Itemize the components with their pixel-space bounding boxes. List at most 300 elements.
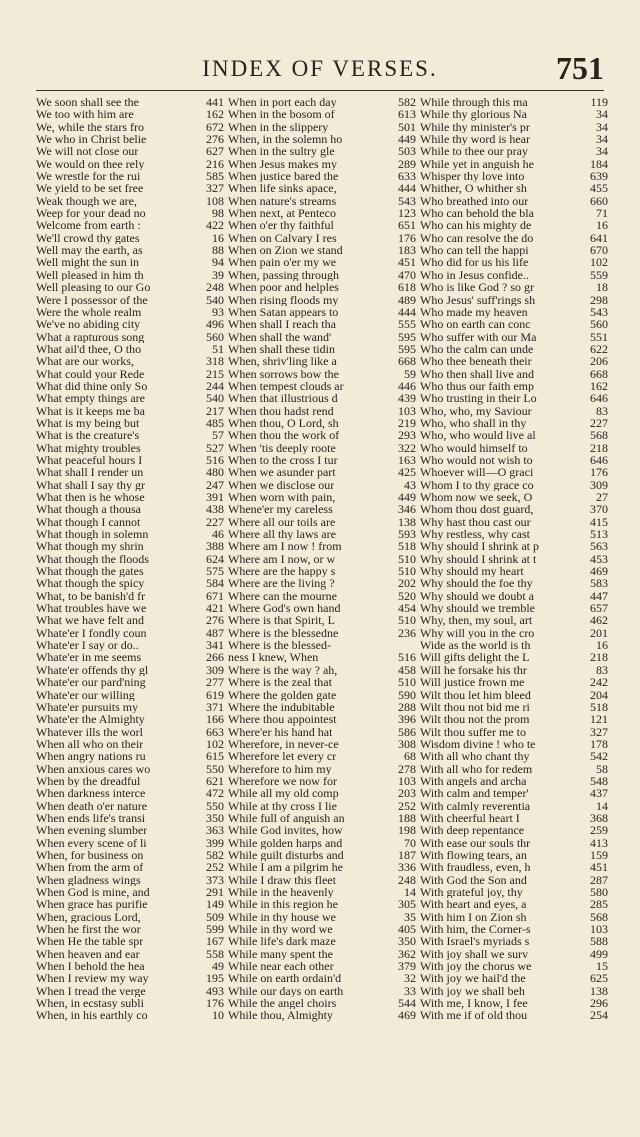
verse-first-line: Wherefore we now for [228, 774, 337, 788]
verse-first-line: When shall these tidin [228, 342, 335, 356]
hymn-number: 646 [590, 391, 608, 406]
verse-first-line: Whatever ills the worl [36, 725, 143, 738]
hymn-number: 162 [590, 378, 608, 393]
index-entry [228, 392, 416, 404]
index-entry [36, 256, 224, 268]
verse-first-line: What though the floods [36, 552, 149, 566]
hymn-number: 236 [398, 625, 416, 640]
index-entry [420, 775, 608, 787]
index-entry [420, 256, 608, 268]
verse-first-line: Why should I shrink at p [420, 540, 539, 553]
hymn-number: 254 [590, 1008, 608, 1023]
index-entry [420, 133, 608, 145]
index-entry [420, 787, 608, 799]
hymn-number: 59 [404, 366, 416, 381]
verse-first-line: What mighty troubles [36, 441, 141, 454]
verse-first-line: When to the cross I tur [228, 453, 338, 467]
index-entry [420, 108, 608, 120]
hymn-number: 455 [590, 181, 608, 196]
hymn-number: 595 [398, 329, 416, 344]
index-entry [36, 442, 224, 454]
verse-first-line: When He the table spr [36, 935, 144, 948]
index-columns [36, 96, 608, 1096]
index-entry [228, 318, 416, 330]
hymn-number: 499 [590, 946, 608, 961]
hymn-number: 575 [206, 564, 224, 579]
index-entry [228, 577, 416, 589]
verse-first-line: Well pleasing to our Go [36, 281, 151, 294]
verse-first-line: When I behold the hea [36, 960, 145, 973]
index-entry [36, 676, 224, 688]
hymn-number: 176 [590, 465, 608, 480]
hymn-number: 166 [206, 712, 224, 727]
hymn-number: 422 [206, 218, 224, 233]
hymn-number: 298 [590, 292, 608, 307]
index-entry [36, 491, 224, 503]
verse-first-line: What though the spicy [36, 577, 145, 590]
verse-first-line: Whate'er I say or do.. [36, 639, 139, 652]
verse-first-line: Who the calm can unde [420, 342, 534, 356]
index-entry [36, 133, 224, 145]
hymn-number: 227 [590, 415, 608, 430]
index-entry [228, 651, 416, 663]
hymn-number: 641 [590, 230, 608, 245]
index-entry [420, 355, 608, 367]
verse-first-line: Where'er his hand hat [228, 725, 333, 738]
hymn-number: 68 [404, 749, 416, 764]
index-entry [228, 355, 416, 367]
hymn-number: 71 [596, 206, 608, 221]
index-entry [228, 701, 416, 713]
verse-first-line: While our days on earth [228, 984, 344, 998]
verse-first-line: Why hast thou cast our [420, 515, 531, 529]
verse-first-line: Whate'er pursuits my [36, 700, 139, 714]
index-entry [36, 503, 224, 515]
verse-first-line: Who, who would live al [420, 429, 536, 442]
verse-first-line: With Israel's myriads s [420, 935, 530, 948]
hymn-number: 16 [596, 638, 608, 653]
verse-first-line: What could your Rede [36, 367, 145, 380]
index-entry [420, 380, 608, 392]
verse-first-line: We who in Christ belie [36, 133, 147, 146]
hymn-number: 447 [590, 588, 608, 603]
verse-first-line: While to thee our pray [420, 145, 528, 158]
index-entry [420, 812, 608, 824]
verse-first-line: When o'er thy faithful [228, 219, 334, 232]
index-entry [228, 145, 416, 157]
hymn-number: 559 [590, 267, 608, 282]
hymn-number: 102 [590, 255, 608, 270]
index-entry [420, 158, 608, 170]
hymn-number: 204 [590, 687, 608, 702]
hymn-number: 123 [398, 206, 416, 221]
hymn-number: 560 [590, 317, 608, 332]
hymn-number: 462 [590, 613, 608, 628]
hymn-number: 46 [212, 527, 224, 542]
index-entry [228, 726, 416, 738]
verse-first-line: What empty things are [36, 392, 145, 405]
verse-first-line: We too with him are [36, 108, 134, 121]
verse-first-line: Well may the earth, as [36, 244, 143, 257]
hymn-number: 618 [398, 280, 416, 295]
index-entry [420, 553, 608, 565]
hymn-number: 425 [398, 465, 416, 480]
index-entry [36, 923, 224, 935]
hymn-number: 247 [206, 477, 224, 492]
hymn-number: 248 [398, 872, 416, 887]
hymn-number: 88 [212, 243, 224, 258]
index-entry [420, 874, 608, 886]
verse-first-line: What are our works, [36, 355, 134, 368]
verse-first-line: While thou, Almighty [228, 1009, 333, 1022]
verse-first-line: When we disclose our [228, 478, 335, 491]
index-entry [36, 540, 224, 552]
verse-first-line: Whate'er offends thy gl [36, 663, 149, 677]
index-entry [36, 417, 224, 429]
index-entry [420, 244, 608, 256]
index-entry [228, 269, 416, 281]
index-entry [228, 997, 416, 1009]
hymn-number: 646 [590, 452, 608, 467]
hymn-number: 35 [404, 909, 416, 924]
index-entry [228, 442, 416, 454]
verse-first-line: When rising floods my [228, 293, 339, 306]
hymn-number: 551 [590, 329, 608, 344]
verse-first-line: When, passing through [228, 268, 339, 282]
hymn-number: 276 [206, 132, 224, 147]
index-entry [228, 923, 416, 935]
hymn-number: 103 [398, 773, 416, 788]
index-entry [420, 121, 608, 133]
hymn-number: 619 [206, 687, 224, 702]
hymn-number: 510 [398, 551, 416, 566]
hymn-number: 454 [398, 601, 416, 616]
index-entry [228, 800, 416, 812]
verse-first-line: Who suffer with our Ma [420, 330, 537, 343]
index-entry [420, 627, 608, 639]
hymn-number: 542 [590, 749, 608, 764]
verse-first-line: While near each other [228, 960, 334, 973]
verse-first-line: Where God's own hand [228, 602, 341, 615]
hymn-number: 540 [206, 391, 224, 406]
verse-first-line: With flowing tears, an [420, 848, 527, 862]
hymn-number: 198 [398, 823, 416, 838]
index-entry [228, 639, 416, 651]
verse-first-line: Who trusting in their Lo [420, 392, 537, 405]
index-entry [228, 466, 416, 478]
verse-first-line: Who would not wish to [420, 453, 533, 467]
verse-first-line: Where are the living ? [228, 577, 335, 590]
index-entry [228, 676, 416, 688]
verse-first-line: What shall I render un [36, 466, 144, 479]
verse-first-line: While I am a pilgrim he [228, 861, 343, 874]
hymn-number: 322 [398, 440, 416, 455]
hymn-number: 70 [404, 835, 416, 850]
hymn-number: 527 [206, 440, 224, 455]
hymn-number: 195 [206, 971, 224, 986]
verse-first-line: Weak though we are, [36, 194, 137, 208]
hymn-number: 540 [206, 292, 224, 307]
verse-first-line: When pain o'er my we [228, 256, 337, 269]
hymn-number: 51 [212, 341, 224, 356]
index-entry [228, 738, 416, 750]
verse-first-line: When from the arm of [36, 861, 144, 874]
verse-first-line: With deep repentance [420, 824, 525, 837]
index-entry [420, 540, 608, 552]
index-entry [36, 207, 224, 219]
verse-first-line: What is my being but [36, 416, 140, 430]
hymn-number: 583 [590, 576, 608, 591]
verse-first-line: What did thine only So [36, 379, 148, 393]
hymn-number: 485 [206, 415, 224, 430]
index-entry [36, 565, 224, 577]
hymn-number: 259 [590, 823, 608, 838]
index-entry [36, 948, 224, 960]
hymn-number: 202 [398, 576, 416, 591]
index-entry [420, 960, 608, 972]
hymn-number: 501 [398, 119, 416, 134]
verse-first-line: Who can behold the bla [420, 207, 534, 220]
index-entry [36, 837, 224, 849]
hymn-number: 43 [404, 477, 416, 492]
hymn-number: 563 [590, 539, 608, 554]
index-entry [36, 368, 224, 380]
verse-first-line: Whoever will—O graci [420, 466, 534, 479]
verse-first-line: Why should the foe thy [420, 577, 533, 590]
index-entry [228, 972, 416, 984]
index-entry [228, 763, 416, 775]
verse-first-line: What shall I say thy gr [36, 478, 145, 491]
hymn-number: 672 [206, 119, 224, 134]
verse-first-line: While at thy cross I lie [228, 799, 337, 812]
index-entry [228, 602, 416, 614]
hymn-number: 449 [398, 132, 416, 147]
verse-first-line: What though a thousa [36, 503, 141, 516]
verse-first-line: While through this ma [420, 96, 528, 109]
hymn-number: 415 [590, 514, 608, 529]
hymn-number: 176 [398, 230, 416, 245]
hymn-number: 451 [590, 860, 608, 875]
hymn-number: 489 [398, 292, 416, 307]
index-entry [420, 577, 608, 589]
verse-first-line: When evening slumber [36, 824, 148, 837]
hymn-number: 493 [206, 983, 224, 998]
hymn-number: 350 [206, 810, 224, 825]
index-entry [36, 244, 224, 256]
verse-first-line: With grateful joy, thy [420, 886, 523, 899]
hymn-number: 27 [596, 490, 608, 504]
hymn-number: 285 [590, 897, 608, 912]
hymn-number: 622 [590, 341, 608, 356]
verse-first-line: Whate'er I fondly coun [36, 626, 147, 640]
index-entry [228, 108, 416, 120]
index-entry [36, 886, 224, 898]
hymn-number: 584 [206, 576, 224, 591]
hymn-number: 370 [590, 502, 608, 517]
hymn-number: 391 [206, 490, 224, 504]
hymn-number: 518 [590, 699, 608, 714]
verse-first-line: When gladness wings [36, 873, 141, 886]
index-entry [36, 195, 224, 207]
hymn-number: 451 [398, 255, 416, 270]
verse-first-line: Who can his mighty de [420, 219, 532, 232]
hymn-number: 444 [398, 181, 416, 196]
verse-first-line: When grace has purifie [36, 898, 148, 911]
hymn-number: 518 [398, 539, 416, 554]
verse-first-line: We've no abiding city [36, 318, 141, 331]
verse-first-line: When next, at Penteco [228, 207, 336, 220]
hymn-number: 293 [398, 428, 416, 443]
hymn-number: 34 [596, 119, 608, 134]
index-entry [228, 405, 416, 417]
verse-first-line: Who would himself to [420, 441, 528, 454]
hymn-number: 227 [206, 514, 224, 529]
verse-first-line: With angels and archa [420, 774, 527, 788]
verse-first-line: What though in solemn [36, 528, 149, 541]
index-entry [228, 775, 416, 787]
hymn-number: 458 [398, 662, 416, 677]
header-rule [36, 90, 604, 91]
verse-first-line: Wherefore let every cr [228, 750, 337, 763]
index-entry [36, 664, 224, 676]
index-entry [36, 985, 224, 997]
hymn-number: 138 [398, 514, 416, 529]
hymn-number: 34 [596, 107, 608, 122]
hymn-number: 149 [206, 897, 224, 912]
verse-first-line: While the angel choirs [228, 997, 337, 1010]
index-entry [420, 392, 608, 404]
hymn-number: 215 [206, 366, 224, 381]
hymn-number: 627 [206, 144, 224, 159]
verse-first-line: Wilt thou suffer me to [420, 725, 526, 738]
index-entry [228, 960, 416, 972]
index-entry [36, 331, 224, 343]
index-entry [36, 219, 224, 231]
verse-first-line: When Jesus makes my [228, 157, 337, 171]
verse-first-line: Who can tell the happi [420, 244, 529, 257]
verse-first-line: While guilt disturbs and [228, 848, 344, 862]
verse-first-line: Where is the blessedne [228, 626, 339, 640]
verse-first-line: When heaven and ear [36, 947, 140, 961]
verse-first-line: When justice bared the [228, 170, 339, 183]
hymn-number: 633 [398, 169, 416, 184]
hymn-number: 480 [206, 465, 224, 480]
hymn-number: 543 [590, 304, 608, 319]
hymn-number: 421 [206, 601, 224, 616]
hymn-number: 558 [206, 946, 224, 961]
index-entry [420, 886, 608, 898]
verse-first-line: Where is the zeal that [228, 676, 332, 689]
index-entry [36, 997, 224, 1009]
index-entry [36, 380, 224, 392]
index-entry [420, 651, 608, 663]
index-entry [420, 565, 608, 577]
index-entry [420, 331, 608, 343]
verse-first-line: We yield to be set free [36, 182, 144, 195]
verse-first-line: With joy shall we surv [420, 947, 529, 961]
hymn-number: 437 [590, 786, 608, 801]
hymn-number: 670 [590, 243, 608, 258]
hymn-number: 218 [590, 440, 608, 455]
index-entry [36, 528, 224, 540]
verse-first-line: Where is the blessed- [228, 639, 331, 652]
hymn-number: 373 [206, 872, 224, 887]
index-entry [228, 219, 416, 231]
index-entry [420, 898, 608, 910]
verse-first-line: When, gracious Lord, [36, 910, 141, 924]
hymn-number: 585 [206, 169, 224, 184]
verse-first-line: Why should I shrink at t [420, 552, 537, 566]
hymn-number: 219 [398, 415, 416, 430]
index-entry [36, 627, 224, 639]
verse-first-line: While in thy word we [228, 923, 333, 936]
index-entry [36, 318, 224, 330]
verse-first-line: What then is he whose [36, 491, 145, 504]
hymn-number: 444 [398, 304, 416, 319]
hymn-number: 108 [206, 193, 224, 208]
verse-first-line: When 'tis deeply roote [228, 441, 336, 454]
verse-first-line: With heart and eyes, a [420, 898, 527, 911]
index-entry [228, 479, 416, 491]
hymn-number: 593 [398, 527, 416, 542]
hymn-number: 291 [206, 885, 224, 899]
hymn-number: 520 [398, 588, 416, 603]
verse-first-line: When God is mine, and [36, 886, 150, 899]
verse-first-line: When on Calvary I res [228, 231, 337, 245]
verse-first-line: While in thy house we [228, 910, 336, 924]
hymn-number: 103 [590, 922, 608, 937]
index-entry [228, 837, 416, 849]
verse-first-line: When in port each day [228, 96, 337, 109]
index-entry [420, 861, 608, 873]
index-entry [420, 590, 608, 602]
verse-first-line: While God invites, how [228, 824, 343, 837]
hymn-number: 510 [398, 613, 416, 628]
index-entry [36, 775, 224, 787]
verse-first-line: When in the sultry gle [228, 145, 335, 158]
verse-first-line: Who did for us his life [420, 256, 529, 269]
hymn-number: 510 [398, 675, 416, 690]
index-entry [36, 689, 224, 701]
hymn-number: 159 [590, 847, 608, 862]
hymn-number: 308 [398, 736, 416, 751]
verse-first-line: Weep for your dead no [36, 207, 146, 220]
verse-first-line: We, while the stars fro [36, 120, 144, 134]
verse-first-line: When, in ecstasy subli [36, 997, 144, 1010]
hymn-number: 413 [590, 835, 608, 850]
verse-first-line: Wilt thou not the prom [420, 713, 530, 726]
verse-first-line: Why will you in the cro [420, 626, 535, 640]
verse-first-line: With me if of old thou [420, 1009, 528, 1022]
index-entry [36, 405, 224, 417]
index-entry [36, 466, 224, 478]
index-entry [228, 158, 416, 170]
hymn-number: 244 [206, 378, 224, 393]
verse-first-line: We soon shall see the [36, 96, 140, 109]
index-entry [36, 269, 224, 281]
index-entry [36, 454, 224, 466]
hymn-number: 276 [206, 613, 224, 628]
hymn-number: 639 [590, 169, 608, 184]
verse-first-line: Why, then, my soul, art [420, 614, 533, 627]
verse-first-line: When thou, O Lord, sh [228, 416, 339, 430]
hymn-number: 217 [206, 403, 224, 418]
hymn-number: 350 [398, 934, 416, 949]
verse-first-line: When, shriv'ling like a [228, 355, 337, 368]
verse-first-line: Well pleased in him th [36, 268, 144, 282]
page-number: 751 [556, 50, 604, 86]
verse-first-line: When Satan appears to [228, 305, 339, 319]
